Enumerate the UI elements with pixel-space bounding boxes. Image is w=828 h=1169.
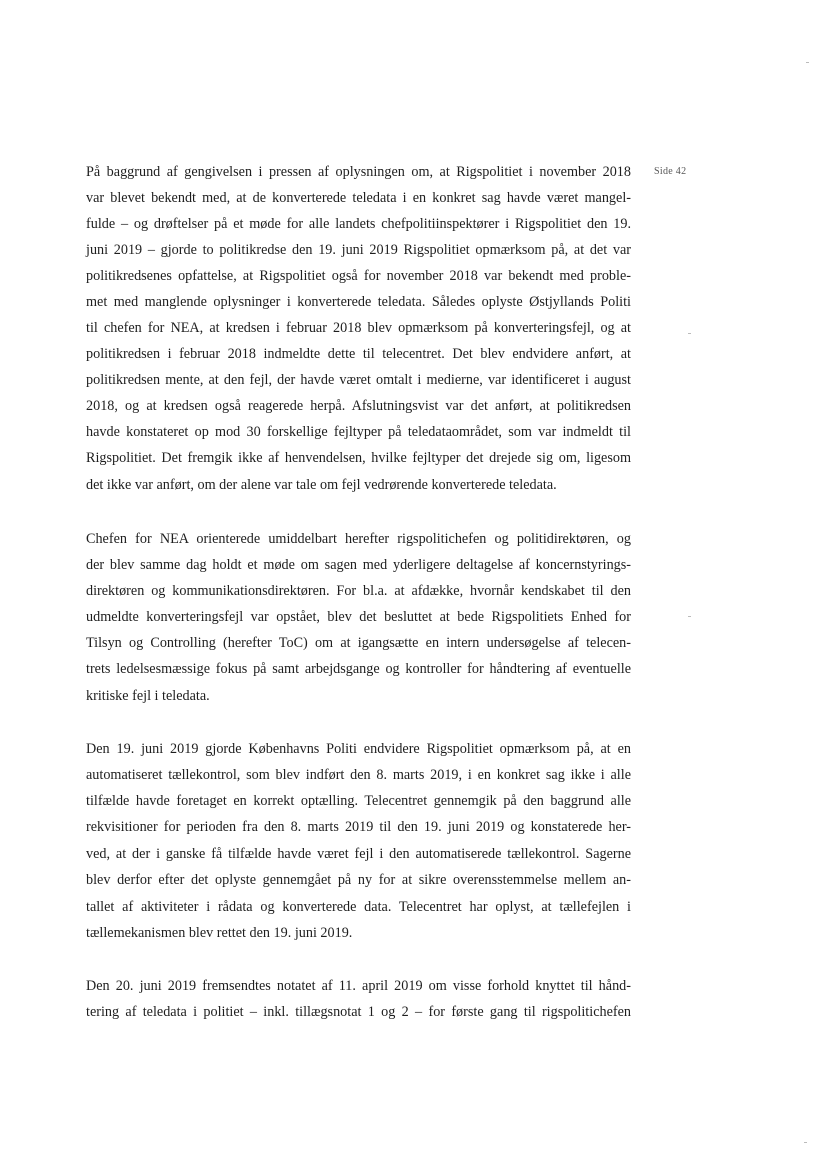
text-line: På baggrund af gengivelsen i pressen af oplysningen om, at Rigspolitiet i november 2018 [86,164,631,180]
text-line: rekvisitioner for perioden fra den 8. marts 2019 til den 19. juni 2019 og konstaterede her- [86,819,631,835]
text-line: tering af teledata i politiet – inkl. tillægsnotat 1 og 2 – for første gang til rigspolitichefen [86,1004,631,1020]
page-number: Side 42 [654,166,687,177]
text-line: juni 2019 – gjorde to politikredse den 19. juni 2019 Rigspolitiet opmærksom på, at det var [86,242,631,258]
text-line: var blevet bekendt med, at de konverterede teledata i en konkret sag havde været mangel- [86,190,631,206]
text-line: trets ledelsesmæssige fokus på samt arbejdsgange og kontroller for håndtering af eventuelle [86,661,631,677]
text-line: blev derfor efter det oplyste gennemgået på ny for at sikre overensstemmelse mellem an- [86,872,631,888]
text-line: Tilsyn og Controlling (herefter ToC) om at igangsætte en intern undersøgelse af telecen- [86,635,631,651]
scan-speck [688,616,691,617]
text-line: fulde – og drøftelser på et møde for alle landets chefpolitiinspektører i Rigspolitiet den 19. [86,216,631,232]
text-line: ved, at der i ganske få tilfælde havde været fejl i den automatiserede tællekontrol. Sagerne [86,846,631,862]
text-line: Den 19. juni 2019 gjorde Københavns Politi endvidere Rigspolitiet opmærksom på, at en [86,741,631,757]
scan-speck [804,1142,807,1143]
text-line: kritiske fejl i teledata. [86,688,210,704]
text-line: tilfælde havde foretaget en korrekt optælling. Telecentret gennemgik på den baggrund alle [86,793,631,809]
text-line: met med manglende oplysninger i konverterede teledata. Således oplyste Østjyllands Politi [86,294,631,310]
text-line: Den 20. juni 2019 fremsendtes notatet af 11. april 2019 om visse forhold knyttet til hånd- [86,978,631,994]
text-line: havde konstateret op mod 30 forskellige fejltyper på teledataområdet, som var indmeldt til [86,424,631,440]
text-line: direktøren og kommunikationsdirektøren. For bl.a. at afdække, hvornår kendskabet til den [86,583,631,599]
scan-speck [688,333,691,334]
text-line: Rigspolitiet. Det fremgik ikke af henvendelsen, hvilke fejltyper det drejede sig om, ligesom [86,450,631,466]
text-line: politikredsen i februar 2018 indmeldte dette til telecentret. Det blev endvidere anført, at [86,346,631,362]
text-line: Chefen for NEA orienterede umiddelbart herefter rigspolitichefen og politidirektøren, og [86,531,631,547]
text-line: der blev samme dag holdt et møde om sagen med yderligere deltagelse af koncernstyrings- [86,557,631,573]
text-line: tallet af aktiviteter i rådata og konverterede data. Telecentret har oplyst, at tællefejlen i [86,899,631,915]
text-line: automatiseret tællekontrol, som blev indført den 8. marts 2019, i en konkret sag ikke i alle [86,767,631,783]
text-line: det ikke var anført, om der alene var tale om fejl vedrørende konverterede teledata. [86,477,557,493]
text-line: 2018, og at kredsen også reagerede herpå. Afslutningsvist var det anført, at politikredsen [86,398,631,414]
text-line: tællemekanismen blev rettet den 19. juni 2019. [86,925,353,941]
text-line: politikredsen mente, at den fejl, der havde været omtalt i medierne, var identificeret i august [86,372,631,388]
text-line: udmeldte konverteringsfejl var opstået, blev det besluttet at bede Rigspolitiets Enhed for [86,609,631,625]
text-line: politikredsenes opfattelse, at Rigspolitiet også for november 2018 var bekendt med proble- [86,268,631,284]
scan-speck [806,62,809,63]
text-line: til chefen for NEA, at kredsen i februar 2018 blev opmærksom på konverteringsfejl, og at [86,320,631,336]
